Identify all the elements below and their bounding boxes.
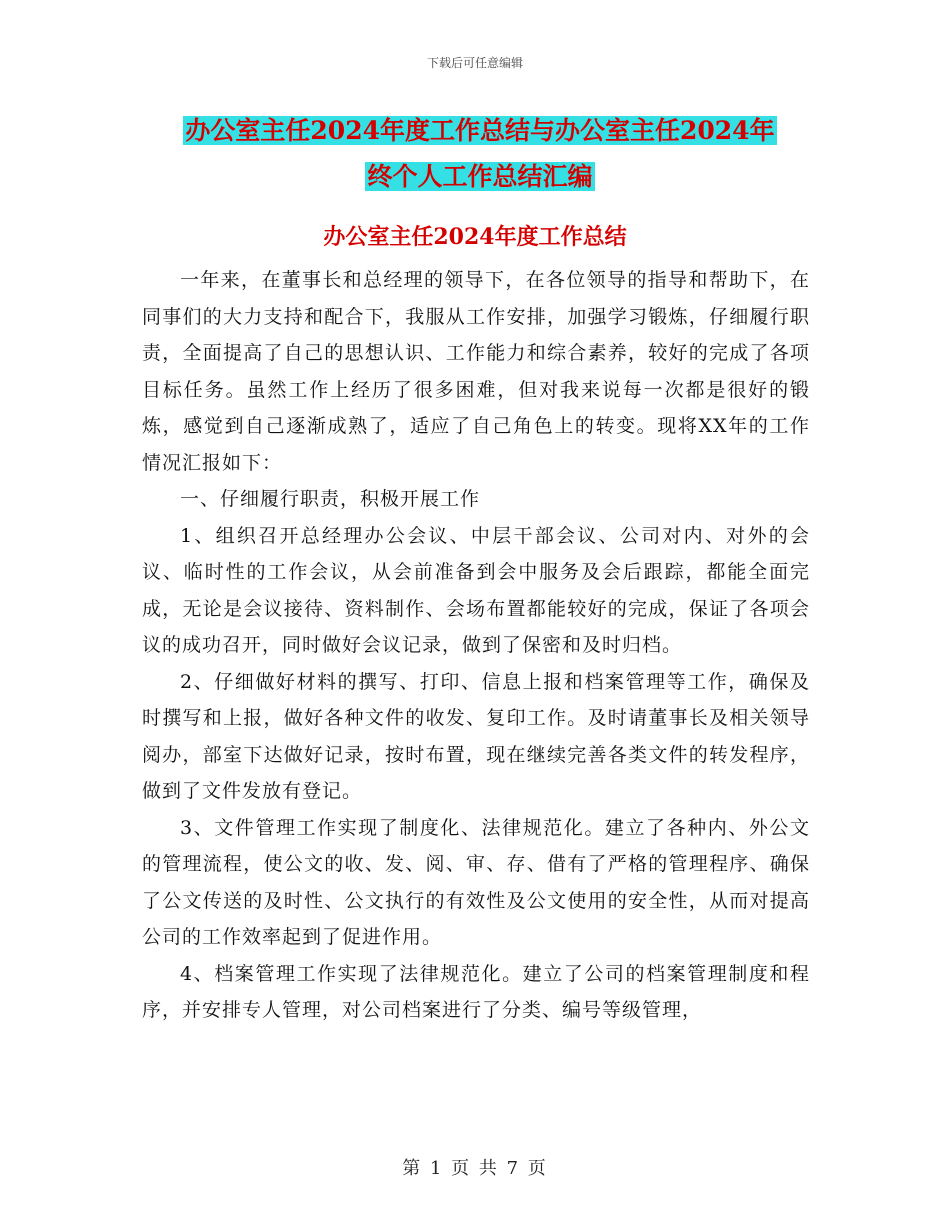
paragraph-item-1: 1、组织召开总经理办公会议、中层干部会议、公司对内、对外的会议、临时性的工作会议，从会前准备到会中服务及会后跟踪，都能全面完成，无论是会议接待、资料制作、会场布置都能较好的完成，保证了各项会议的成功召开，同时做好会议记录，做到了保密和及时归档。 — [142, 524, 810, 656]
paragraph-item-2: 2、仔细做好材料的撰写、打印、信息上报和档案管理等工作，确保及时撰写和上报，做好各种文件的收发、复印工作。及时请董事长及相关领导阅办，部室下达做好记录，按时布置，现在继续完善各类文件的转发程序，做到了文件发放有登记。 — [142, 670, 810, 802]
document-body — [142, 262, 810, 1029]
paragraph-item-4: 4、档案管理工作实现了法律规范化。建立了公司的档案管理制度和程序，并安排专人管理，对公司档案进行了分类、编号等级管理， — [142, 962, 810, 1021]
page-footer: 第 1 页 共 7 页 — [402, 1158, 548, 1179]
section-title: 办公室主任2024年度工作总结 — [323, 224, 627, 250]
title-line-2: 终个人工作总结汇编 — [367, 162, 593, 191]
paragraph-heading-1: 一、仔细履行职责，积极开展工作 — [180, 488, 481, 510]
paragraph-item-3: 3、文件管理工作实现了制度化、法律规范化。建立了各种内、外公文的管理流程，使公文的收、发、阅、审、存、借有了严格的管理程序、确保了公文传送的及时性、公文执行的有效性及公文使用的安全性，从而对提高公司的工作效率起到了促进作用。 — [142, 816, 810, 948]
document-title — [150, 108, 810, 200]
paragraph-intro: 一年来，在董事长和总经理的领导下，在各位领导的指导和帮助下，在同事们的大力支持和配合下，我服从工作安排，加强学习锻炼，仔细履行职责，全面提高了自己的思想认识、工作能力和综合素养，较好的完成了各项目标任务。虽然工作上经历了很多困难，但对我来说每一次都是很好的锻炼，感觉到自己逐渐成熟了，适应了自己角色上的转变。现将XX年的工作情况汇报如下： — [142, 269, 810, 474]
header-note: 下载后可任意编辑 — [426, 56, 523, 70]
title-line-1: 办公室主任2024年度工作总结与办公室主任2024年 — [185, 116, 775, 145]
